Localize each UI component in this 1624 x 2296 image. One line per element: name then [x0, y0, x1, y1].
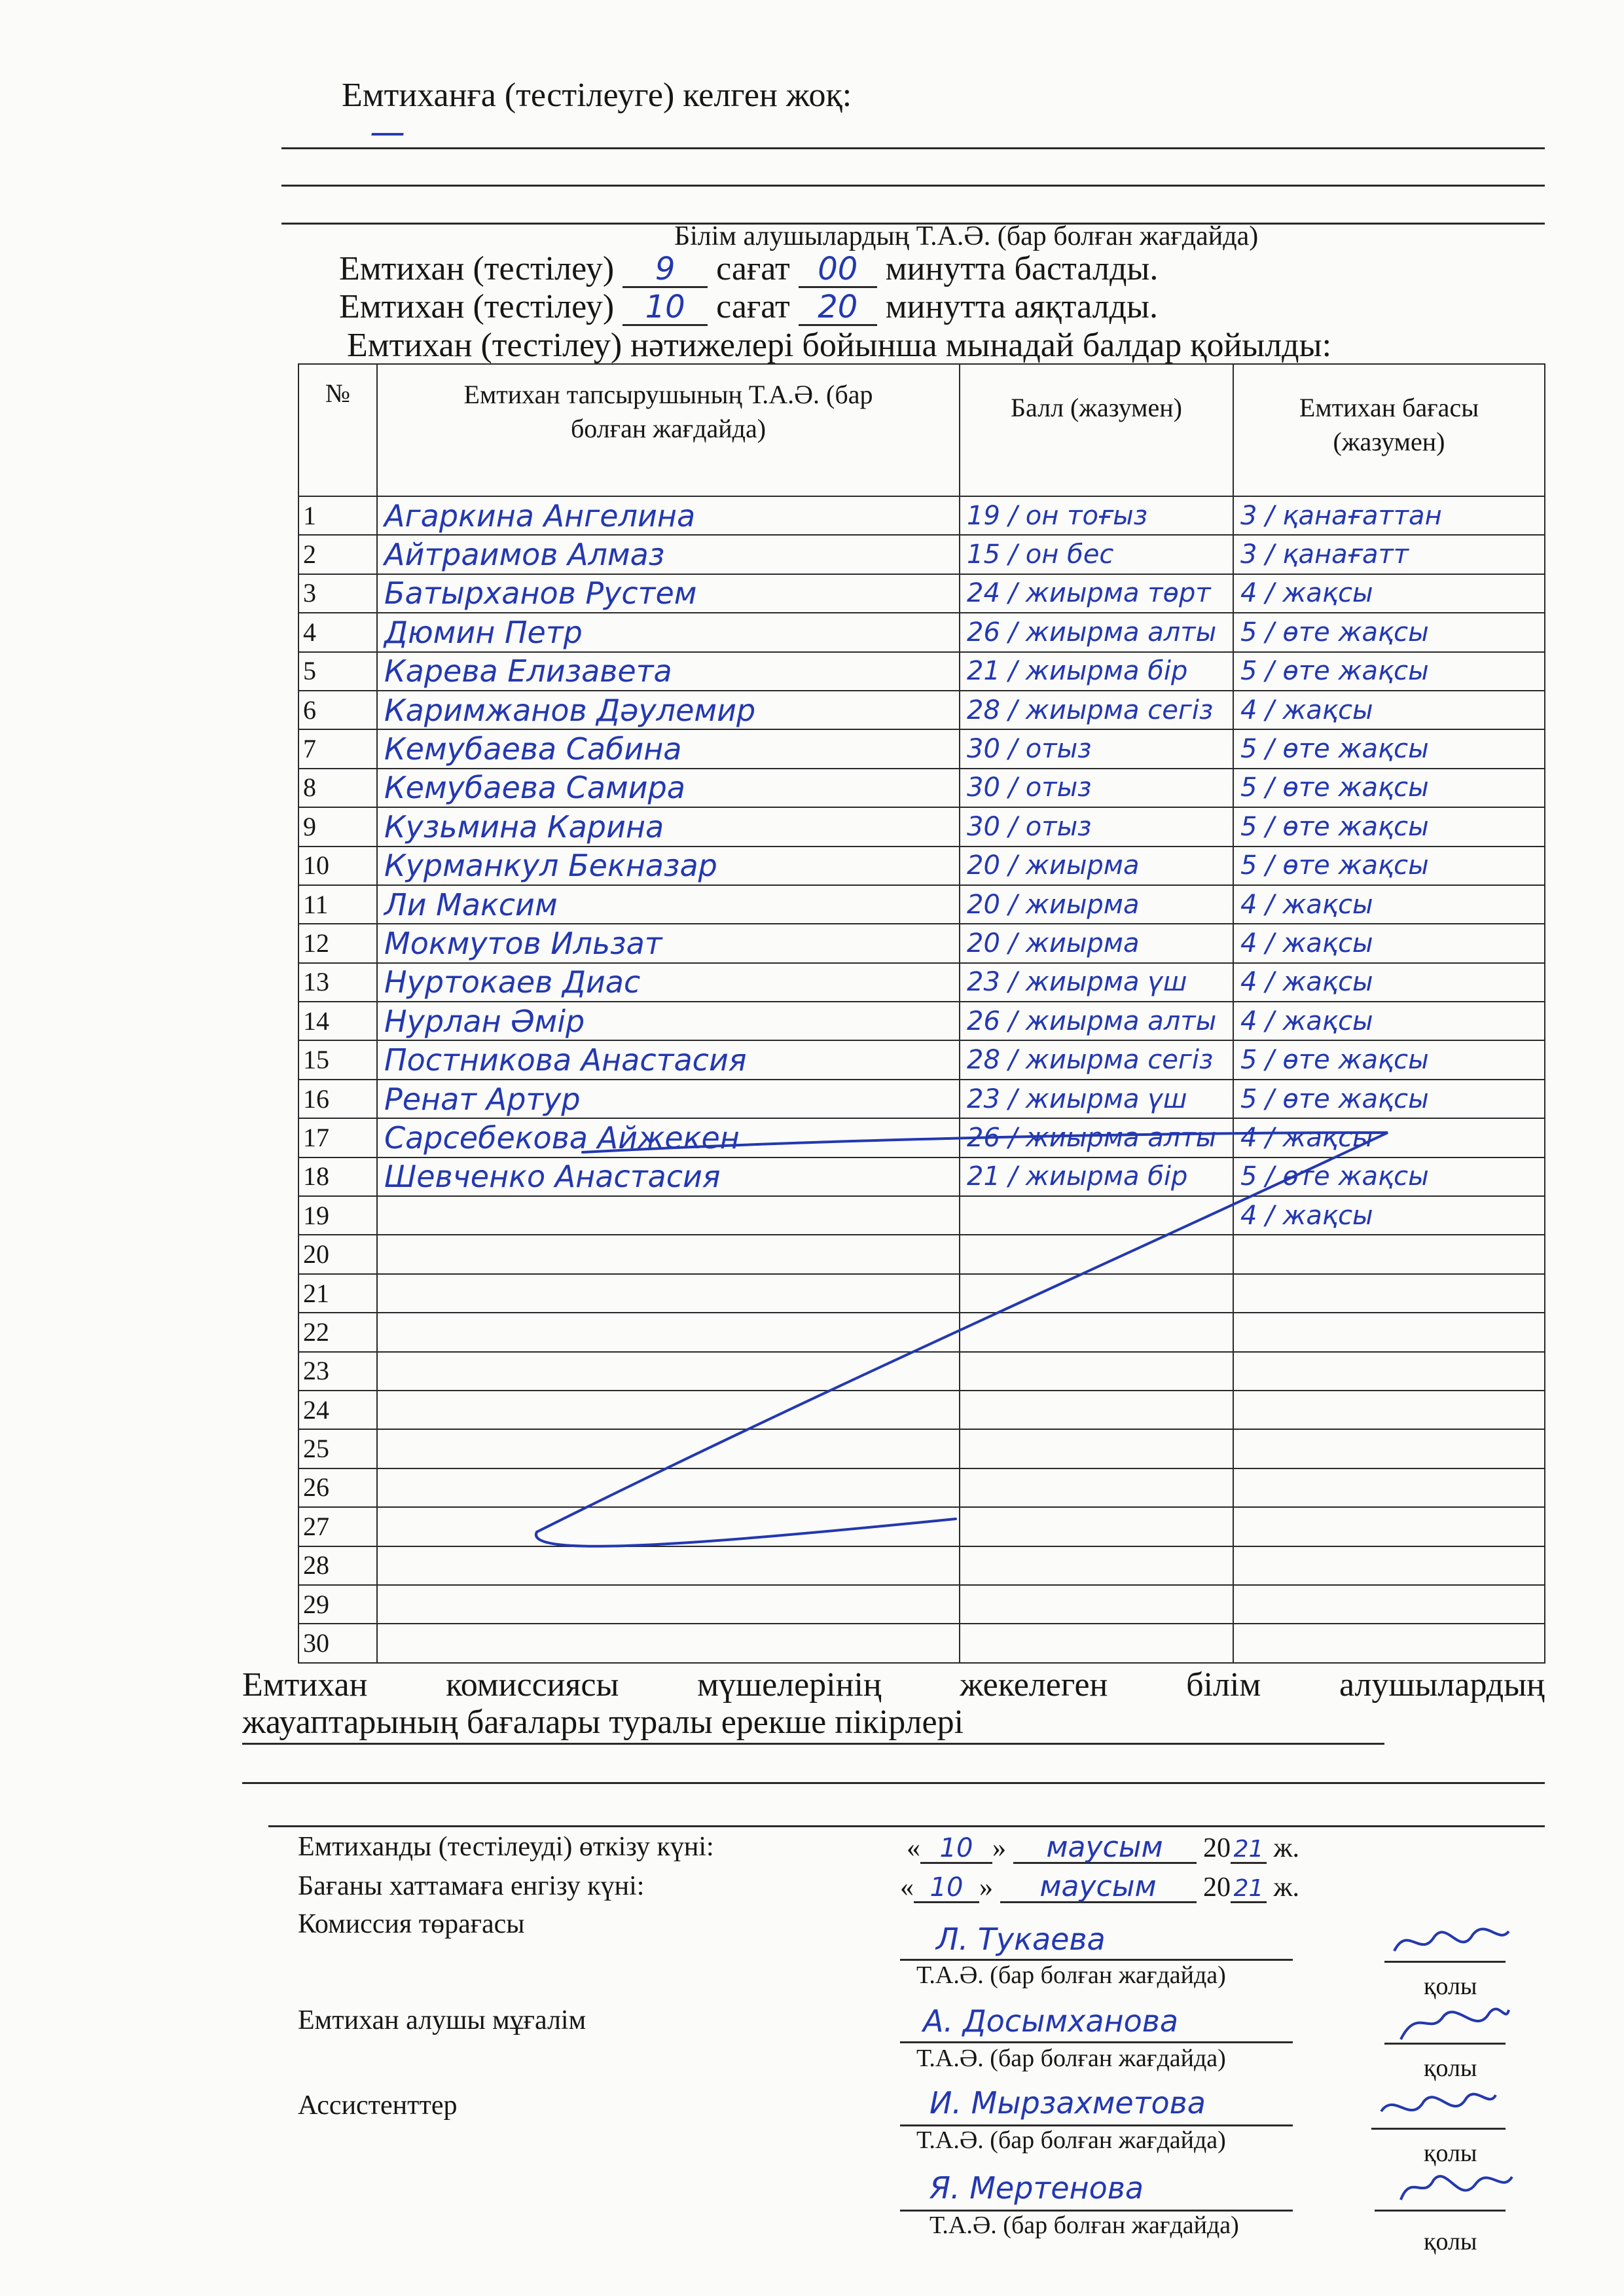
cell-grade — [1233, 924, 1545, 962]
student-name: Мокмутов Ильзат — [384, 925, 662, 961]
table-row — [298, 652, 1545, 691]
cell-grade — [1233, 1157, 1545, 1196]
row-number: 11 — [298, 885, 377, 924]
student-name: Курманкул Бекназар — [384, 848, 717, 884]
entry-year-suffix: 21 — [1233, 1875, 1264, 1902]
end-prefix: Емтихан (тестілеу) — [339, 288, 615, 325]
cell-grade — [1233, 691, 1545, 729]
student-name: Нуртокаев Диас — [384, 964, 641, 1000]
entry-month: маусым — [1039, 1870, 1157, 1903]
score-text: 30 / отыз — [967, 734, 1092, 765]
opinions-word-5: білім — [1186, 1666, 1261, 1704]
cell-grade — [1233, 807, 1545, 846]
student-name: Кузьмина Карина — [384, 809, 664, 845]
table-row — [298, 729, 1545, 768]
cell-grade — [1233, 769, 1545, 807]
chair-name-line — [900, 1959, 1293, 1961]
cell-grade — [1233, 729, 1545, 768]
student-name: Дюмин Петр — [384, 614, 583, 650]
row-number: 20 — [298, 1235, 377, 1273]
end-minute: 20 — [818, 289, 858, 325]
table-row — [298, 1313, 1545, 1351]
header-num: № — [298, 364, 377, 496]
score-text: 30 / отыз — [967, 811, 1092, 842]
table-row — [298, 1391, 1545, 1429]
cell-name — [377, 496, 960, 535]
cell-grade — [1233, 1391, 1545, 1429]
grade-text: 3 / қанағаттан — [1240, 500, 1442, 531]
cell-grade — [1233, 1546, 1545, 1585]
opinions-line2: жауаптарының бағалары туралы ерекше пікірлері — [242, 1704, 964, 1741]
score-text: 19 / он тоғыз — [967, 500, 1148, 531]
assistant1-sign-line — [1371, 2128, 1506, 2130]
table-row — [298, 496, 1545, 535]
cell-grade — [1233, 652, 1545, 691]
row-number: 29 — [298, 1585, 377, 1624]
cell-name — [377, 535, 960, 574]
table-row — [298, 1118, 1545, 1157]
cell-name — [377, 1196, 960, 1235]
opinions-word-2: комиссиясы — [446, 1666, 619, 1704]
assistant2-name: Я. Мертенова — [929, 2170, 1144, 2206]
student-name: Батырханов Рустем — [384, 575, 697, 611]
grade-text: 4 / жақсы — [1240, 967, 1373, 998]
cell-score — [960, 963, 1233, 1002]
cell-name — [377, 691, 960, 729]
table-row — [298, 1468, 1545, 1507]
student-name: Сарсебекова Айжекен — [384, 1120, 740, 1156]
entry-date-label: Бағаны хаттамаға енгізу күні: — [298, 1871, 645, 1901]
cell-grade — [1233, 574, 1545, 613]
absent-line-2 — [281, 185, 1545, 187]
table-row — [298, 1624, 1545, 1662]
score-text: 28 / жиырма сегіз — [967, 1045, 1214, 1076]
cell-score — [960, 1624, 1233, 1662]
cell-score — [960, 1468, 1233, 1507]
student-name: Кемубаева Самира — [384, 770, 685, 806]
start-prefix: Емтихан (тестілеу) — [339, 250, 615, 287]
cell-grade — [1233, 1624, 1545, 1662]
cell-grade — [1233, 963, 1545, 1002]
cell-score — [960, 652, 1233, 691]
row-number: 26 — [298, 1468, 377, 1507]
table-row — [298, 1196, 1545, 1235]
exam-month: маусым — [1046, 1831, 1163, 1864]
table-row — [298, 691, 1545, 729]
table-row — [298, 535, 1545, 574]
score-text: 23 / жиырма үш — [967, 967, 1187, 998]
row-number: 12 — [298, 924, 377, 962]
assistant1-name-caption: Т.А.Ә. (бар болған жағдайда) — [916, 2126, 1226, 2154]
cell-score — [960, 1157, 1233, 1196]
end-time-line — [339, 290, 1158, 326]
row-number: 21 — [298, 1274, 377, 1313]
exam-date-value: « 10 » маусым 20 21 ж. — [907, 1831, 1300, 1864]
row-number: 18 — [298, 1157, 377, 1196]
cell-grade — [1233, 535, 1545, 574]
cell-name — [377, 1040, 960, 1079]
score-text: 20 / жиырма — [967, 889, 1140, 920]
absent-value: — — [370, 111, 405, 153]
grade-text: 5 / өте жақсы — [1240, 1084, 1429, 1114]
cell-score — [960, 1002, 1233, 1040]
score-text: 26 / жиырма алты — [967, 1006, 1217, 1036]
cell-score — [960, 496, 1233, 535]
cell-score — [960, 691, 1233, 729]
table-row — [298, 807, 1545, 846]
student-name: Карева Елизавета — [384, 653, 672, 689]
cell-name — [377, 1624, 960, 1662]
score-text: 20 / жиырма — [967, 850, 1140, 881]
opinions-word-6: алушылардың — [1339, 1666, 1545, 1704]
cell-name — [377, 963, 960, 1002]
table-row — [298, 1507, 1545, 1546]
table-row — [298, 574, 1545, 613]
cell-grade — [1233, 1274, 1545, 1313]
cell-score — [960, 1235, 1233, 1273]
opinions-word-4: жекелеген — [960, 1666, 1108, 1704]
header-name: Емтихан тапсырушының Т.А.Ә. (бар болған жағдайда) — [377, 364, 960, 496]
cell-name — [377, 807, 960, 846]
grade-text: 5 / өте жақсы — [1240, 1161, 1429, 1192]
cell-grade — [1233, 1040, 1545, 1079]
grade-text: 5 / өте жақсы — [1240, 811, 1429, 842]
exam-year-suffix: 21 — [1233, 1836, 1264, 1863]
opinions-word-1: Емтихан — [242, 1666, 368, 1704]
assistant1-signature — [1375, 2079, 1499, 2131]
cell-score — [960, 1391, 1233, 1429]
row-number: 16 — [298, 1080, 377, 1118]
table-row — [298, 1002, 1545, 1040]
cell-score — [960, 1080, 1233, 1118]
student-name: Каримжанов Дәулемир — [384, 692, 756, 728]
grade-text: 4 / жақсы — [1240, 695, 1373, 725]
absent-label: Емтиханға (тестілеуге) келген жоқ: — [342, 77, 852, 114]
end-hour: 10 — [645, 289, 685, 325]
grade-text: 5 / өте жақсы — [1240, 734, 1429, 765]
cell-score — [960, 847, 1233, 885]
table-row — [298, 1585, 1545, 1624]
assistant2-signature — [1394, 2160, 1519, 2213]
row-number: 6 — [298, 691, 377, 729]
grade-text: 4 / жақсы — [1240, 889, 1373, 920]
exam-date-label: Емтиханды (тестілеуді) өткізу күні: — [298, 1832, 714, 1862]
absent-line-1 — [281, 147, 1545, 149]
cell-score — [960, 1585, 1233, 1624]
cell-grade — [1233, 847, 1545, 885]
grade-text: 5 / өте жақсы — [1240, 656, 1429, 687]
table-header-row — [298, 364, 1545, 496]
grade-text: 4 / жақсы — [1240, 578, 1373, 609]
cell-score — [960, 807, 1233, 846]
score-text: 26 / жиырма алты — [967, 1122, 1217, 1153]
student-name: Ренат Артур — [384, 1081, 581, 1117]
assistant1-name: И. Мырзахметова — [929, 2085, 1206, 2121]
cell-score — [960, 769, 1233, 807]
header-score: Балл (жазумен) — [960, 364, 1233, 496]
cell-grade — [1233, 1429, 1545, 1468]
cell-name — [377, 1468, 960, 1507]
student-name: Ли Максим — [384, 886, 558, 922]
cell-score — [960, 535, 1233, 574]
cell-score — [960, 1040, 1233, 1079]
score-text: 24 / жиырма төрт — [967, 578, 1211, 609]
cell-name — [377, 847, 960, 885]
score-text: 15 / он бес — [967, 539, 1114, 570]
row-number: 3 — [298, 574, 377, 613]
row-number: 1 — [298, 496, 377, 535]
grade-text: 5 / өте жақсы — [1240, 773, 1429, 803]
cell-score — [960, 574, 1233, 613]
table-row — [298, 963, 1545, 1002]
cell-name — [377, 1080, 960, 1118]
assistants-label: Ассистенттер — [298, 2090, 458, 2121]
cell-grade — [1233, 1313, 1545, 1351]
cell-grade — [1233, 613, 1545, 651]
row-number: 23 — [298, 1352, 377, 1391]
start-minute: 00 — [818, 251, 858, 287]
student-name: Айтраимов Алмаз — [384, 537, 665, 573]
grade-text: 5 / өте жақсы — [1240, 850, 1429, 881]
exam-day: 10 — [939, 1833, 973, 1863]
start-hour-word: сағат — [716, 250, 790, 287]
cell-score — [960, 1274, 1233, 1313]
table-row — [298, 1040, 1545, 1079]
table-row — [298, 924, 1545, 962]
score-text: 20 / жиырма — [967, 928, 1140, 958]
cell-name — [377, 613, 960, 651]
table-row — [298, 769, 1545, 807]
row-number: 7 — [298, 729, 377, 768]
table-row — [298, 885, 1545, 924]
cell-name — [377, 1157, 960, 1196]
table-row — [298, 1157, 1545, 1196]
entry-year-word: ж. — [1273, 1872, 1300, 1903]
grade-text: 5 / өте жақсы — [1240, 1045, 1429, 1076]
grade-text: 3 / қанағатт — [1240, 539, 1409, 570]
cell-score — [960, 1546, 1233, 1585]
table-row — [298, 1352, 1545, 1391]
entry-day: 10 — [929, 1872, 964, 1903]
row-number: 4 — [298, 613, 377, 651]
header-grade: Емтихан бағасы (жазумен) — [1233, 364, 1545, 496]
cell-grade — [1233, 1585, 1545, 1624]
score-text: 26 / жиырма алты — [967, 617, 1217, 647]
table-row — [298, 1235, 1545, 1273]
cell-name — [377, 1507, 960, 1546]
cell-score — [960, 1507, 1233, 1546]
grade-text: 4 / жақсы — [1240, 1122, 1373, 1153]
entry-date-value: « 10 » маусым 20 21 ж. — [900, 1870, 1300, 1903]
teacher-sign-line — [1384, 2043, 1506, 2045]
chair-name-caption: Т.А.Ә. (бар болған жағдайда) — [916, 1961, 1226, 1989]
start-suffix: минутта басталды. — [885, 250, 1159, 287]
student-name: Нурлан Әмір — [384, 1003, 585, 1039]
table-row — [298, 1080, 1545, 1118]
row-number: 13 — [298, 963, 377, 1002]
teacher-signature — [1391, 1997, 1515, 2049]
start-time-line — [339, 252, 1158, 288]
cell-grade — [1233, 1080, 1545, 1118]
absent-caption: Білім алушылардың Т.А.Ә. (бар болған жағдайда) — [674, 221, 1259, 251]
cell-name — [377, 1002, 960, 1040]
cell-name — [377, 1429, 960, 1468]
grade-text: 5 / өте жақсы — [1240, 617, 1429, 647]
exam-year-prefix: 20 — [1203, 1833, 1231, 1863]
chair-sign-caption: қолы — [1424, 1973, 1477, 2000]
table-row — [298, 1546, 1545, 1585]
row-number: 17 — [298, 1118, 377, 1157]
chair-sign-line — [1384, 1961, 1506, 1963]
entry-year-prefix: 20 — [1203, 1872, 1231, 1903]
cell-name — [377, 729, 960, 768]
cell-name — [377, 1118, 960, 1157]
table-row — [298, 613, 1545, 651]
assistant2-sign-line — [1375, 2210, 1506, 2212]
cell-name — [377, 1585, 960, 1624]
cell-grade — [1233, 1468, 1545, 1507]
cell-score — [960, 1118, 1233, 1157]
row-number: 10 — [298, 847, 377, 885]
opinions-line1 — [242, 1668, 1545, 1702]
opinions-line-c — [268, 1825, 1545, 1827]
student-name: Кемубаева Сабина — [384, 731, 682, 767]
results-intro: Емтихан (тестілеу) нәтижелері бойынша мынадай балдар қойылды: — [347, 327, 1332, 364]
row-number: 15 — [298, 1040, 377, 1079]
assistant2-name-caption: Т.А.Ә. (бар болған жағдайда) — [929, 2212, 1239, 2239]
row-number: 24 — [298, 1391, 377, 1429]
opinions-word-3: мүшелерінің — [697, 1666, 882, 1704]
row-number: 9 — [298, 807, 377, 846]
cell-name — [377, 885, 960, 924]
cell-score — [960, 924, 1233, 962]
exam-year-word: ж. — [1273, 1833, 1300, 1863]
end-hour-word: сағат — [716, 288, 790, 325]
cell-name — [377, 1391, 960, 1429]
cell-name — [377, 1352, 960, 1391]
row-number: 28 — [298, 1546, 377, 1585]
cell-name — [377, 1235, 960, 1273]
row-number: 14 — [298, 1002, 377, 1040]
cell-grade — [1233, 1352, 1545, 1391]
cell-name — [377, 1274, 960, 1313]
student-name: Агаркина Ангелина — [384, 498, 696, 534]
cell-name — [377, 574, 960, 613]
cell-name — [377, 1546, 960, 1585]
cell-grade — [1233, 496, 1545, 535]
chair-label: Комиссия төрағасы — [298, 1909, 525, 1939]
row-number: 27 — [298, 1507, 377, 1546]
table-row — [298, 1274, 1545, 1313]
cell-grade — [1233, 1507, 1545, 1546]
cell-score — [960, 885, 1233, 924]
cell-name — [377, 769, 960, 807]
start-hour: 9 — [655, 251, 676, 287]
cell-score — [960, 1196, 1233, 1235]
score-text: 21 / жиырма бір — [967, 656, 1188, 687]
teacher-name: А. Досымханова — [923, 2003, 1179, 2039]
cell-score — [960, 613, 1233, 651]
table-row — [298, 1429, 1545, 1468]
cell-grade — [1233, 1002, 1545, 1040]
score-text: 23 / жиырма үш — [967, 1084, 1187, 1114]
cell-grade — [1233, 885, 1545, 924]
score-text: 30 / отыз — [967, 773, 1092, 803]
cell-grade — [1233, 1118, 1545, 1157]
score-text: 28 / жиырма сегіз — [967, 695, 1214, 725]
row-number: 19 — [298, 1196, 377, 1235]
cell-name — [377, 652, 960, 691]
row-number: 30 — [298, 1624, 377, 1662]
row-number: 2 — [298, 535, 377, 574]
cell-score — [960, 1352, 1233, 1391]
grade-text: 4 / жақсы — [1240, 1006, 1373, 1036]
cell-grade — [1233, 1235, 1545, 1273]
cell-score — [960, 1429, 1233, 1468]
cell-name — [377, 1313, 960, 1351]
table-row — [298, 847, 1545, 885]
assistant2-sign-caption: қолы — [1424, 2228, 1477, 2255]
teacher-label: Емтихан алушы мұғалім — [298, 2005, 586, 2035]
row-number: 25 — [298, 1429, 377, 1468]
assistant1-sign-caption: қолы — [1424, 2140, 1477, 2167]
score-text: 21 / жиырма бір — [967, 1161, 1188, 1192]
chair-name: Л. Тукаева — [936, 1922, 1106, 1957]
chair-signature — [1388, 1912, 1512, 1964]
student-name: Шевченко Анастасия — [384, 1159, 721, 1195]
student-name: Постникова Анастасия — [384, 1042, 747, 1078]
cell-score — [960, 1313, 1233, 1351]
cell-score — [960, 729, 1233, 768]
row-number: 22 — [298, 1313, 377, 1351]
cell-name — [377, 924, 960, 962]
teacher-name-line — [900, 2041, 1293, 2043]
grade-text: 4 / жақсы — [1240, 928, 1373, 958]
teacher-sign-caption: қолы — [1424, 2054, 1477, 2082]
end-suffix: минутта аяқталды. — [885, 288, 1158, 325]
teacher-name-caption: Т.А.Ә. (бар болған жағдайда) — [916, 2045, 1226, 2072]
results-table — [298, 363, 1545, 1664]
row-number: 5 — [298, 652, 377, 691]
opinions-line-a — [242, 1743, 1384, 1745]
grade-text: 4 / жақсы — [1240, 1200, 1373, 1231]
row-number: 8 — [298, 769, 377, 807]
cell-grade — [1233, 1196, 1545, 1235]
opinions-line-b — [242, 1782, 1545, 1784]
